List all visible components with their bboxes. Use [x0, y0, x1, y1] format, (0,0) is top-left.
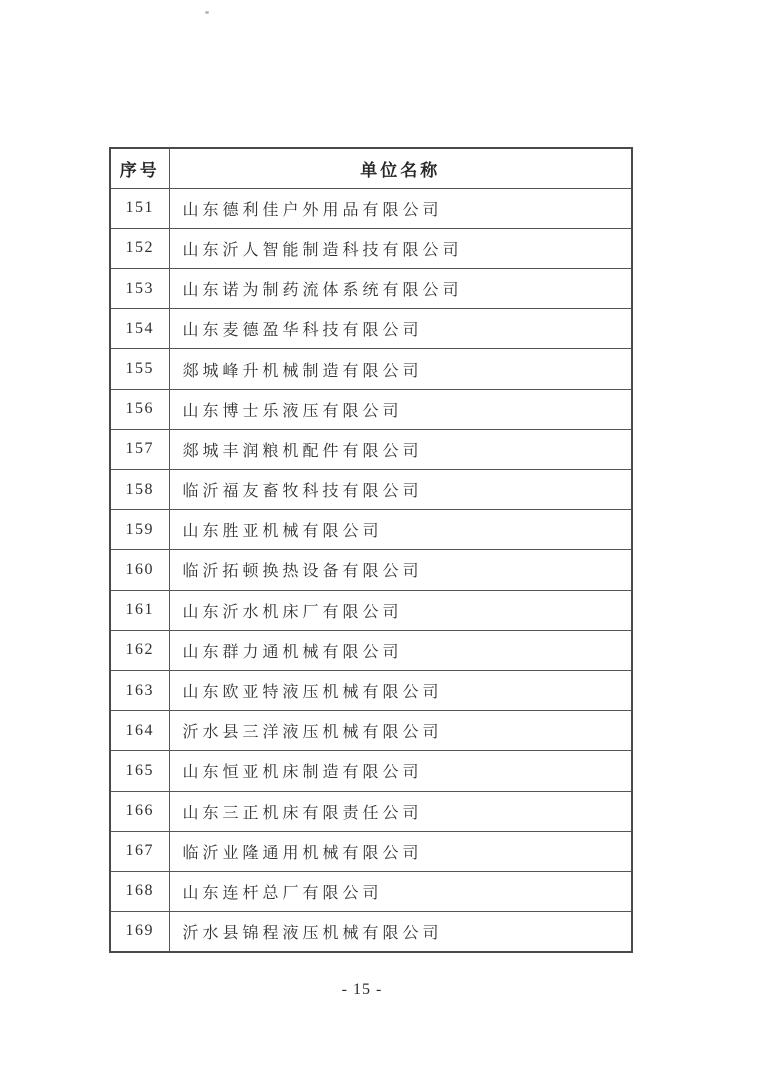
table-row: [110, 871, 632, 911]
table-row: [110, 188, 632, 228]
row-serial-number: 155: [110, 349, 169, 389]
row-unit-name: 临沂业隆通用机械有限公司: [169, 831, 632, 871]
row-serial-number: 162: [110, 630, 169, 670]
row-unit-name: 沂水县锦程液压机械有限公司: [169, 912, 632, 952]
table-row: [110, 791, 632, 831]
row-serial-number: 165: [110, 751, 169, 791]
row-serial-number: 163: [110, 670, 169, 710]
row-unit-name: 临沂拓顿换热设备有限公司: [169, 550, 632, 590]
row-serial-number: 152: [110, 228, 169, 268]
table-row: [110, 550, 632, 590]
row-serial-number: 164: [110, 711, 169, 751]
table-row: [110, 389, 632, 429]
row-serial-number: 168: [110, 871, 169, 911]
row-serial-number: 169: [110, 912, 169, 952]
row-unit-name: 山东欧亚特液压机械有限公司: [169, 670, 632, 710]
table-row: [110, 912, 632, 952]
row-serial-number: 161: [110, 590, 169, 630]
row-unit-name: 山东沂水机床厂有限公司: [169, 590, 632, 630]
row-serial-number: 157: [110, 429, 169, 469]
row-serial-number: 167: [110, 831, 169, 871]
row-serial-number: 156: [110, 389, 169, 429]
row-serial-number: 151: [110, 188, 169, 228]
row-unit-name: 山东沂人智能制造科技有限公司: [169, 228, 632, 268]
row-serial-number: 160: [110, 550, 169, 590]
table-row: [110, 751, 632, 791]
table-row: [110, 711, 632, 751]
row-serial-number: 154: [110, 309, 169, 349]
table-row: [110, 590, 632, 630]
row-unit-name: 临沂福友畜牧科技有限公司: [169, 470, 632, 510]
header-unit-name: 单位名称: [169, 148, 632, 188]
row-unit-name: 郯城峰升机械制造有限公司: [169, 349, 632, 389]
row-unit-name: 山东连杆总厂有限公司: [169, 871, 632, 911]
table-row: [110, 831, 632, 871]
table-row: [110, 510, 632, 550]
table-row: [110, 630, 632, 670]
table-row: [110, 269, 632, 309]
table-row: [110, 309, 632, 349]
row-unit-name: 山东胜亚机械有限公司: [169, 510, 632, 550]
page-number: - 15 -: [341, 981, 383, 998]
table-row: [110, 349, 632, 389]
table-body: [110, 188, 632, 952]
table-row: [110, 670, 632, 710]
table-header-row: [110, 148, 632, 188]
row-unit-name: 山东博士乐液压有限公司: [169, 389, 632, 429]
row-serial-number: 166: [110, 791, 169, 831]
row-unit-name: 山东麦德盈华科技有限公司: [169, 309, 632, 349]
table-row: [110, 228, 632, 268]
row-unit-name: 山东群力通机械有限公司: [169, 630, 632, 670]
row-unit-name: 山东德利佳户外用品有限公司: [169, 188, 632, 228]
row-unit-name: 沂水县三洋液压机械有限公司: [169, 711, 632, 751]
row-serial-number: 153: [110, 269, 169, 309]
scan-speck: [205, 11, 209, 14]
row-unit-name: 山东诺为制药流体系统有限公司: [169, 269, 632, 309]
header-serial-number: 序号: [110, 148, 169, 188]
table-row: [110, 429, 632, 469]
row-unit-name: 山东恒亚机床制造有限公司: [169, 751, 632, 791]
row-serial-number: 159: [110, 510, 169, 550]
row-unit-name: 郯城丰润粮机配件有限公司: [169, 429, 632, 469]
row-unit-name: 山东三正机床有限责任公司: [169, 791, 632, 831]
table-row: [110, 470, 632, 510]
company-table: [109, 147, 633, 953]
row-serial-number: 158: [110, 470, 169, 510]
